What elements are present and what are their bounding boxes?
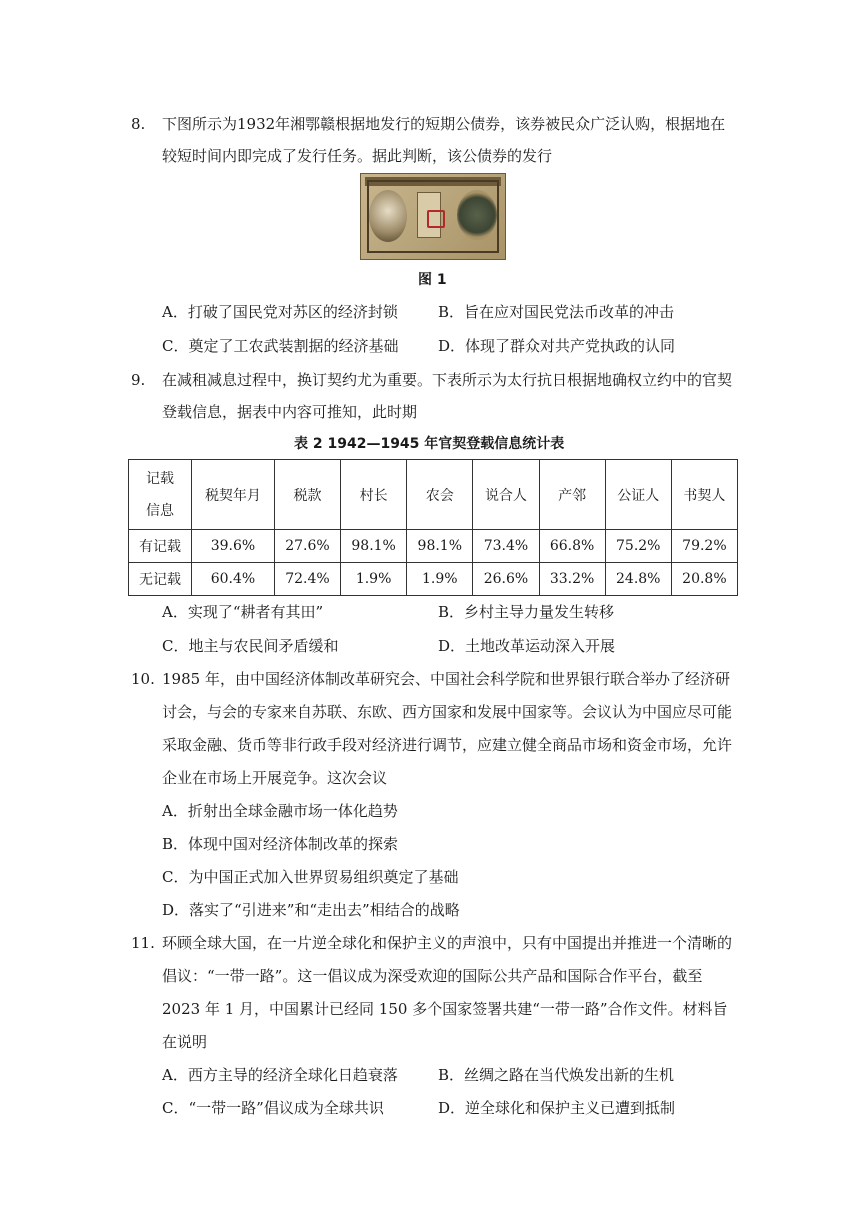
table-cell: 98.1% xyxy=(341,530,407,563)
question-10-option-b: B．体现中国对经济体制改革的探索 xyxy=(162,835,399,853)
column-header: 税款 xyxy=(274,460,340,530)
table-cell: 1.9% xyxy=(407,563,473,596)
question-9-option-c: C．地主与农民间矛盾缓和 xyxy=(162,637,339,655)
question-9-option-a: A．实现了“耕者有其田” xyxy=(162,603,324,621)
question-10-option-c: C．为中国正式加入世界贸易组织奠定了基础 xyxy=(162,868,459,886)
question-8-option-a: A．打破了国民党对苏区的经济封锁 xyxy=(162,303,398,321)
table-cell: 73.4% xyxy=(473,530,539,563)
bond-certificate-image xyxy=(360,173,506,260)
table-cell: 26.6% xyxy=(473,563,539,596)
question-9-text-line-2: 登载信息，据表中内容可推知，此时期 xyxy=(162,403,418,421)
column-header: 村长 xyxy=(341,460,407,530)
question-11-option-a: A．西方主导的经济全球化日趋衰落 xyxy=(162,1066,398,1084)
table-cell: 1.9% xyxy=(341,563,407,596)
bond-portrait-image xyxy=(369,190,407,242)
question-11-text-line-3: 2023 年 1 月，中国累计已经同 150 多个国家签署共建“一带一路”合作文件。材料旨 xyxy=(162,1000,728,1018)
question-10-text-line-3: 采取金融、货币等非行政手段对经济进行调节，应建立健全商品市场和资金市场，允许 xyxy=(162,736,733,754)
question-11-text-line-4: 在说明 xyxy=(162,1033,208,1051)
column-header: 产邻 xyxy=(539,460,605,530)
column-header: 农会 xyxy=(407,460,473,530)
table-row xyxy=(129,530,738,563)
table-cell: 39.6% xyxy=(192,530,275,563)
bond-emblem-image xyxy=(457,190,497,240)
table-cell: 33.2% xyxy=(539,563,605,596)
question-11-number: 11. xyxy=(131,934,155,952)
question-9-number: 9. xyxy=(131,371,146,389)
table-corner-cell xyxy=(129,460,192,530)
question-8-text-line-1: 下图所示为1932年湘鄂赣根据地发行的短期公债券，该券被民众广泛认购，根据地在 xyxy=(162,115,726,133)
question-8-text-line-2: 较短时间内即完成了发行任务。据此判断，该公债券的发行 xyxy=(162,147,553,165)
question-10-text-line-1: 1985 年，由中国经济体制改革研究会、中国社会科学院和世界银行联合举办了经济研 xyxy=(162,670,730,688)
question-8-option-c: C．奠定了工农武装割据的经济基础 xyxy=(162,337,399,355)
table-cell: 60.4% xyxy=(192,563,275,596)
question-8-option-d: D．体现了群众对共产党执政的认同 xyxy=(438,337,676,355)
question-9-text-line-1: 在减租减息过程中，换订契约尤为重要。下表所示为太行抗日根据地确权立约中的官契 xyxy=(162,371,733,389)
statistics-table xyxy=(128,459,738,596)
question-10-text-line-2: 讨会，与会的专家来自苏联、东欧、西方国家和发展中国家等。会议认为中国应尽可能 xyxy=(162,703,733,721)
table-cell: 75.2% xyxy=(605,530,671,563)
question-11-option-b: B．丝绸之路在当代焕发出新的生机 xyxy=(438,1066,675,1084)
question-10-text-line-4: 企业在市场上开展竞争。这次会议 xyxy=(162,769,388,787)
table-cell: 98.1% xyxy=(407,530,473,563)
table-header-row xyxy=(129,460,738,530)
table-cell: 72.4% xyxy=(274,563,340,596)
corner-line-2: 信息 xyxy=(146,502,174,519)
table-2-caption: 表 2 1942—1945 年官契登载信息统计表 xyxy=(294,436,565,452)
column-header: 说合人 xyxy=(473,460,539,530)
table-cell: 66.8% xyxy=(539,530,605,563)
column-header: 书契人 xyxy=(671,460,737,530)
question-11-option-c: C．“一带一路”倡议成为全球共识 xyxy=(162,1099,384,1117)
question-11-text-line-2: 倡议：“一带一路”。这一倡议成为深受欢迎的国际公共产品和国际合作平台，截至 xyxy=(162,967,703,985)
question-8-option-b: B．旨在应对国民党法币改革的冲击 xyxy=(438,303,675,321)
question-9-option-b: B．乡村主导力量发生转移 xyxy=(438,603,615,621)
table-cell: 79.2% xyxy=(671,530,737,563)
column-header: 公证人 xyxy=(605,460,671,530)
question-11-text-line-1: 环顾全球大国，在一片逆全球化和保护主义的声浪中，只有中国提出并推进一个清晰的 xyxy=(162,934,733,952)
figure-1-caption: 图 1 xyxy=(418,272,447,288)
question-8-number: 8. xyxy=(131,115,146,133)
corner-line-1: 记载 xyxy=(146,470,174,487)
table-cell: 24.8% xyxy=(605,563,671,596)
question-9-option-d: D．土地改革运动深入开展 xyxy=(438,637,616,655)
question-10-option-a: A．折射出全球金融市场一体化趋势 xyxy=(162,802,398,820)
table-row xyxy=(129,563,738,596)
row-label: 无记载 xyxy=(129,563,192,596)
bond-red-stamp xyxy=(427,210,445,228)
row-label: 有记载 xyxy=(129,530,192,563)
column-header: 税契年月 xyxy=(192,460,275,530)
question-10-option-d: D．落实了“引进来”和“走出去”相结合的战略 xyxy=(162,901,460,919)
table-cell: 27.6% xyxy=(274,530,340,563)
question-11-option-d: D．逆全球化和保护主义已遭到抵制 xyxy=(438,1099,676,1117)
question-10-number: 10. xyxy=(131,670,155,688)
table-cell: 20.8% xyxy=(671,563,737,596)
